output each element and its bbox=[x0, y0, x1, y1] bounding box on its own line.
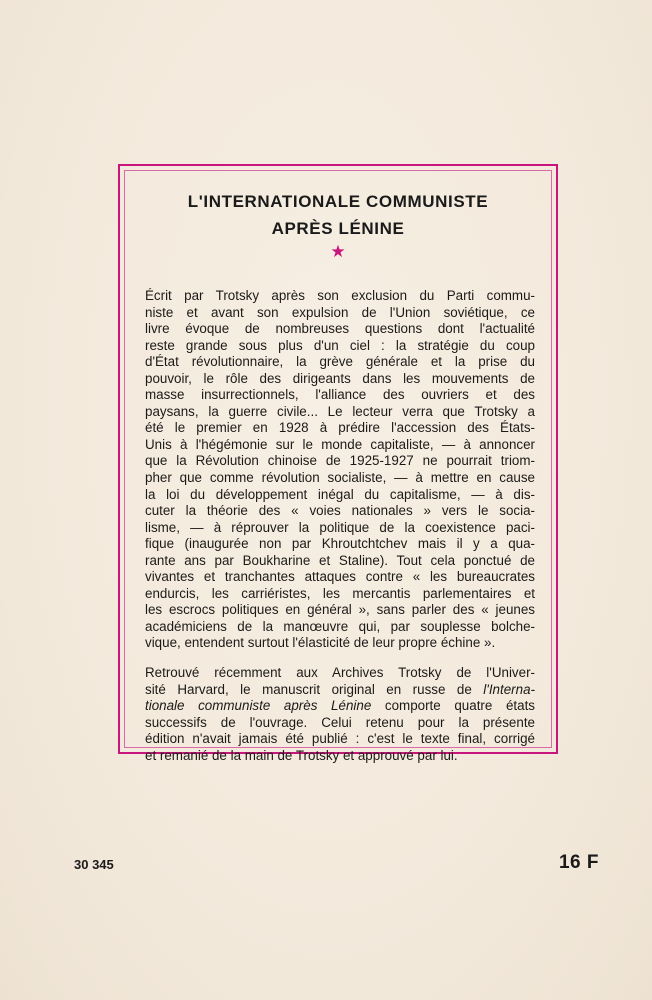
paragraph-gap bbox=[145, 652, 535, 665]
title-line-1: L'INTERNATIONALE COMMUNISTE bbox=[187, 192, 489, 211]
blurb-line: la loi du développement inégal du capitalisme, — à dis- bbox=[145, 486, 535, 502]
blurb-line: Unis à l'hégémonie sur le monde capitaliste, — à annoncer bbox=[145, 436, 535, 452]
blurb-line bbox=[145, 698, 535, 715]
blurb-line: lisme, — à réprouver la politique de la coexistence paci- bbox=[145, 519, 535, 535]
blurb-line: Écrit par Trotsky après son exclusion du Parti commu- bbox=[145, 288, 535, 303]
blurb-line: et remanié de la main de Trotsky et approuvé par lui. bbox=[145, 747, 458, 763]
blurb-text bbox=[145, 288, 535, 764]
blurb-line: Retrouvé récemment aux Archives Trotsky de l'Univer- bbox=[145, 665, 535, 681]
blurb-line: livre évoque de nombreuses questions dont l'actualité bbox=[145, 321, 535, 337]
blurb-line: niste et avant son expulsion de l'Union soviétique, ce bbox=[145, 304, 535, 320]
blurb-line: les escrocs politiques en général », sans parler des « jeunes bbox=[145, 602, 535, 618]
blurb-line-text: comporte quatre états bbox=[371, 698, 535, 714]
blurb-line: reste grande sous plus d'un ciel : la stratégie du coup bbox=[145, 337, 535, 353]
blurb-line: vique, entendent surtout l'élasticité de leur propre échine ». bbox=[145, 635, 496, 651]
title-line-2: APRÈS LÉNINE bbox=[271, 219, 405, 238]
blurb-line: cuter la théorie des « voies nationales » vers le socia- bbox=[145, 503, 535, 519]
star-ornament-icon: ★ bbox=[330, 242, 346, 261]
blurb-line: masse insurrectionnels, l'alliance des ouvriers et des bbox=[145, 387, 535, 403]
blurb-line: endurcis, les carriéristes, les mercantis parlementaires et bbox=[145, 585, 535, 601]
blurb-line: paysans, la guerre civile... Le lecteur verra que Trotsky a bbox=[145, 403, 535, 419]
blurb-line: fique (inaugurée non par Khroutchtchev mais il y a qua- bbox=[145, 536, 535, 552]
blurb-line: pouvoir, le rôle des dirigeants dans les mouvements de bbox=[145, 370, 535, 386]
book-title-italic: tionale communiste après Lénine bbox=[145, 698, 372, 714]
blurb-line: été le premier en 1928 à prédire l'accession des États- bbox=[145, 420, 535, 436]
blurb-line: vivantes et tranchantes attaques contre « les bureaucrates bbox=[145, 569, 535, 585]
blurb-line-text: sité Harvard, le manuscrit original en russe de bbox=[145, 681, 472, 697]
blurb-line: successifs de l'ouvrage. Celui retenu pour la présente bbox=[145, 714, 535, 730]
blurb-line bbox=[145, 682, 535, 699]
blurb-line: édition n'avait jamais été publié : c'est le texte final, corrigé bbox=[145, 731, 535, 747]
blurb-line: d'État révolutionnaire, la grève générale et la prise du bbox=[145, 354, 535, 370]
blurb-line: pher que comme révolution socialiste, — à mettre en cause bbox=[145, 470, 535, 486]
blurb-line: que la Révolution chinoise de 1925-1927 ne pourrait triom- bbox=[145, 453, 535, 469]
catalog-code: 30 345 bbox=[74, 857, 114, 872]
book-title-italic: l'Interna- bbox=[483, 681, 535, 697]
price-label: 16 F bbox=[558, 852, 599, 873]
blurb-line: rante ans par Boukharine et Staline). Tout cela ponctué de bbox=[145, 552, 535, 568]
blurb-line: académiciens de la manœuvre qui, par souplesse bolche- bbox=[145, 618, 535, 634]
